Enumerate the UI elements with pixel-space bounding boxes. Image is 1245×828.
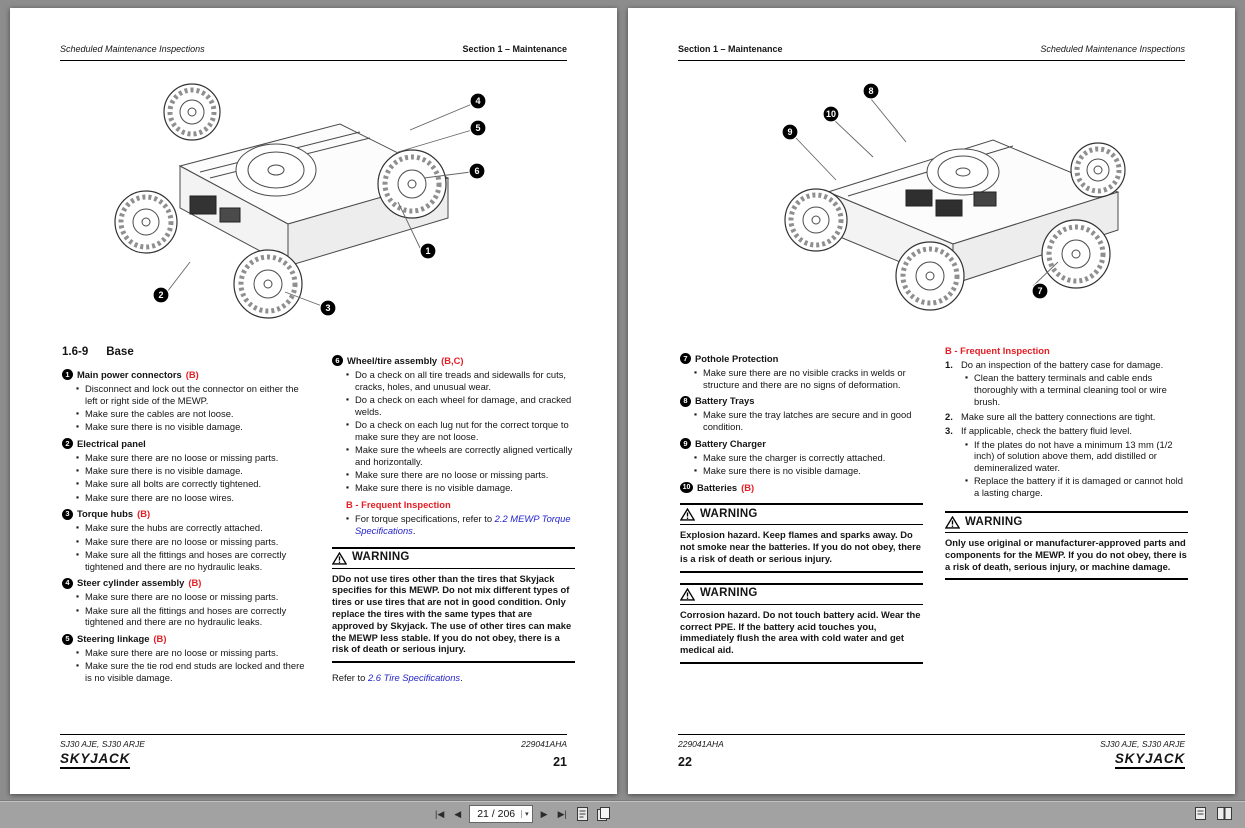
last-page-button[interactable] (556, 808, 569, 821)
inspection-item (62, 438, 305, 503)
bullet-item: ▪ Make sure the tie rod end studs are locked and there is no visible damage. (76, 660, 305, 684)
page-number: 21 (553, 754, 567, 769)
bullet-item: ▪ Make sure there is no visible damage. (346, 482, 575, 494)
item-number-badge: 1 (62, 369, 73, 380)
warning-title: WARNING (700, 508, 758, 521)
wheel (1042, 220, 1110, 288)
bullet-item: ▪ Make sure there is no visible damage. (76, 421, 305, 433)
wheel (378, 150, 446, 218)
inspection-code-tag: (B) (153, 633, 167, 645)
bullet-item: ▪ Make sure there are no visible cracks in welds or structure and there are no signs of deformation. (694, 367, 923, 391)
warning-box (332, 547, 575, 664)
bullet-item: ▪ If the plates do not have a minimum 13 mm (1/2 inch) of solution above them, add distilled or demineralized water. (965, 439, 1188, 474)
numbered-step (945, 359, 1188, 410)
bullet-item: ▪ Make sure there are no loose or missing parts. (76, 647, 305, 659)
wheel (164, 84, 220, 140)
item-title: Steering linkage (77, 633, 150, 645)
document-page-left (10, 8, 617, 794)
item-title: Steer cylinder assembly (77, 577, 185, 589)
bullet-item: ▪ Do a check on each wheel for damage, and cracked welds. (346, 394, 575, 418)
frequent-inspection-heading: B - Frequent Inspection (945, 345, 1050, 356)
warning-text: DDo not use tires other than the tires that Skyjack specifies for this MEWP. Do not mix different types of tires or use tires that are not in good condition. Only replace the tires with the same types that are approved by Skyjack. The use of other tires can make the MEWP less stable. If you do not obey, there is a risk of death or serious injury. (332, 569, 575, 664)
single-page-view-icon[interactable] (1194, 806, 1207, 821)
reference-line (332, 672, 575, 684)
callout-badge (469, 163, 485, 179)
bullet-item: ▪ Make sure the hubs are correctly attached. (76, 522, 305, 534)
bullet-item: ▪ Make sure all the fittings and hoses are correctly tightened and there are no hydraulic leaks. (76, 605, 305, 629)
footer-model: SJ30 AJE, SJ30 ARJE (60, 739, 145, 749)
callout-badge (153, 287, 169, 303)
svg-text:2: 2 (158, 290, 164, 300)
footer-model: SJ30 AJE, SJ30 ARJE (1100, 739, 1185, 749)
item-title: Pothole Protection (695, 353, 779, 364)
page-number: 22 (678, 754, 692, 769)
page-indicator-value: 21 / 206 (477, 808, 516, 820)
callout-badge (823, 106, 839, 122)
bullet-item: ▪ Make sure all the fittings and hoses are correctly tightened and there are no hydraulic leaks. (76, 549, 305, 573)
skyjack-logo: SKYJACK (60, 752, 130, 769)
bullet-item: ▪ Clean the battery terminals and cable ends thoroughly with a terminal cleaning tool or wire brush. (965, 372, 1188, 407)
section-title (62, 346, 134, 358)
bullet-text: For torque specifications, refer to (355, 513, 495, 525)
page-footer (678, 734, 1185, 769)
svg-text:10: 10 (825, 109, 837, 119)
bullet-item: ▪ Make sure there are no loose or missing parts. (76, 591, 305, 603)
column-left (680, 348, 923, 664)
inspection-item (62, 633, 305, 684)
bullet-text: . (412, 524, 416, 536)
warning-triangle-icon (332, 552, 347, 565)
bullet-item: ▪ Make sure the cables are not loose. (76, 408, 305, 420)
inspection-item (680, 482, 923, 494)
inspection-item (62, 577, 305, 628)
previous-page-button[interactable] (452, 808, 463, 821)
bullet-item: ▪ Do a check on all tire treads and sidewalls for cuts, cracks, holes, and unusual wear. (346, 369, 575, 393)
callout-badge (863, 83, 879, 99)
inspection-code-tag: (B) (185, 369, 199, 380)
item-number-badge: 9 (680, 438, 691, 449)
tire-specifications-link[interactable]: 2.6 Tire Specifications (367, 672, 461, 684)
warning-box (680, 583, 923, 664)
inspection-code-tag: (B) (188, 577, 202, 589)
inspection-item (62, 508, 305, 572)
bullet-item: ▪ Disconnect and lock out the connector on either the left or right side of the MEWP. (76, 383, 305, 407)
item-number-badge: 5 (62, 634, 73, 645)
inspection-code-tag: (B) (137, 508, 151, 520)
column-right (332, 350, 575, 684)
page-number-input[interactable] (469, 805, 532, 823)
item-number-badge: 8 (680, 396, 691, 407)
bullet-item: ▪ Make sure there are no loose or missing parts. (76, 452, 305, 464)
step-text: If applicable, check the battery fluid level. (961, 425, 1132, 437)
page-header (60, 44, 567, 61)
callout-badge (320, 300, 336, 316)
skyjack-logo: SKYJACK (1115, 752, 1185, 769)
item-title: Battery Trays (695, 395, 755, 407)
warning-triangle-icon (680, 508, 695, 521)
bullet-item: ▪ Make sure there is no visible damage. (694, 465, 923, 477)
item-number-badge: 10 (680, 482, 693, 493)
inspection-item (680, 438, 923, 477)
refer-text: Refer to (332, 672, 368, 684)
callout-badge (420, 243, 436, 259)
item-number-badge: 4 (62, 578, 73, 589)
facing-pages-view-icon[interactable] (1216, 806, 1233, 821)
step-text: Make sure all the battery connections are tight. (961, 411, 1156, 423)
footer-doc-code: 229041AHA (521, 739, 567, 749)
callout-badge (782, 124, 798, 140)
previous-page-icon: ◀ (454, 808, 462, 819)
column-left (62, 364, 305, 688)
svg-text:1: 1 (425, 246, 431, 256)
bullet-item: ▪ Make sure there are no loose wires. (76, 492, 305, 504)
bullet-item: ▪ Make sure all bolts are correctly tightened. (76, 478, 305, 490)
svg-text:9: 9 (787, 127, 793, 137)
item-title: Electrical panel (77, 437, 146, 449)
warning-title: WARNING (352, 551, 410, 564)
inspection-item (680, 395, 923, 432)
inspection-item (62, 369, 305, 433)
next-page-button[interactable] (539, 808, 550, 821)
footer-doc-code: 229041AHA (678, 739, 724, 749)
last-page-icon: ▶| (557, 808, 567, 819)
warning-title: WARNING (700, 587, 758, 600)
wheel (234, 250, 302, 318)
callout-badge (470, 93, 486, 109)
item-title: Wheel/tire assembly (347, 355, 438, 366)
warning-text: Corrosion hazard. Do not touch battery acid. Wear the correct PPE. If the battery acid touches you, immediately flush the area with cold water and get medical aid. (680, 605, 923, 664)
item-number-badge: 2 (62, 438, 73, 449)
warning-box (945, 511, 1188, 580)
item-number-badge: 7 (680, 353, 691, 364)
running-header-right: Scheduled Maintenance Inspections (1040, 44, 1185, 54)
step-text: Do an inspection of the battery case for damage. (961, 358, 1164, 370)
item-title: Torque hubs (77, 508, 134, 520)
item-title: Battery Charger (695, 437, 766, 449)
warning-text: Explosion hazard. Keep flames and sparks away. Do not smoke near the batteries. If you do not obey, there is a risk of death or serious injury. (680, 525, 923, 572)
numbered-step (945, 411, 1188, 423)
inspection-code-tag: (B,C) (441, 355, 464, 366)
warning-title: WARNING (965, 515, 1023, 528)
refer-text: . (460, 672, 463, 684)
first-page-button[interactable] (433, 808, 446, 821)
viewer-toolbar (0, 800, 1245, 828)
bullet-item: ▪ Make sure there are no loose or missing parts. (346, 469, 575, 481)
item-title: Batteries (697, 481, 738, 493)
bullet-item: ▪ Make sure there is no visible damage. (76, 465, 305, 477)
next-page-icon: ▶ (540, 808, 548, 819)
callout-badge (1032, 283, 1048, 299)
item-number-badge: 3 (62, 509, 73, 520)
svg-text:4: 4 (475, 96, 481, 106)
wheel (1071, 143, 1125, 197)
item-number-badge: 6 (332, 355, 343, 366)
fit-width-icon[interactable] (596, 806, 611, 822)
numbered-step (945, 425, 1188, 501)
base-diagram-left (80, 66, 530, 336)
base-diagram-right (758, 72, 1218, 337)
svg-text:5: 5 (475, 123, 481, 133)
bullet-item: ▪ Do a check on each lug nut for the correct torque to make sure they are not loose. (346, 419, 575, 443)
wheel (785, 189, 847, 251)
inspection-item (680, 353, 923, 390)
fit-page-icon[interactable] (575, 806, 590, 822)
running-header-right: Section 1 – Maintenance (462, 44, 567, 54)
warning-triangle-icon (680, 588, 695, 601)
wheel (115, 191, 177, 253)
warning-triangle-icon (945, 516, 960, 529)
inspection-item (332, 355, 575, 494)
section-name: Base (106, 346, 134, 358)
torque-specifications-link[interactable]: 2.2 MEWP Torque Specifications (355, 513, 571, 536)
bullet-item (346, 513, 575, 537)
svg-text:6: 6 (474, 166, 480, 176)
bullet-item: ▪ Make sure the charger is correctly attached. (694, 452, 923, 464)
section-number: 1.6-9 (62, 346, 89, 358)
dropdown-caret-icon[interactable]: ▾ (521, 810, 529, 818)
step-number: 2. (945, 411, 953, 423)
warning-box (680, 503, 923, 572)
bullet-item: ▪ Make sure the tray latches are secure and in good condition. (694, 409, 923, 433)
running-header-left: Section 1 – Maintenance (678, 44, 783, 54)
svg-text:7: 7 (1037, 286, 1043, 296)
item-title: Main power connectors (77, 369, 182, 380)
warning-text: Only use original or manufacturer-approved parts and components for the MEWP. If you do not obey, there is a risk of death, serious injury, or machine damage. (945, 533, 1188, 580)
page-footer (60, 734, 567, 769)
bullet-item: ▪ Make sure the wheels are correctly aligned vertically and horizontally. (346, 444, 575, 468)
frequent-inspection-heading: B - Frequent Inspection (346, 499, 451, 511)
bullet-item: ▪ Make sure there are no loose or missing parts. (76, 536, 305, 548)
column-right (945, 340, 1188, 580)
running-header-left: Scheduled Maintenance Inspections (60, 44, 205, 54)
step-number: 3. (945, 425, 953, 437)
callout-badge (470, 120, 486, 136)
page-header (678, 44, 1185, 61)
svg-text:3: 3 (325, 303, 331, 313)
step-number: 1. (945, 358, 953, 370)
first-page-icon: |◀ (435, 808, 445, 819)
svg-text:8: 8 (868, 86, 874, 96)
document-page-right (628, 8, 1235, 794)
inspection-code-tag: (B) (741, 481, 755, 493)
wheel (896, 242, 964, 310)
bullet-item: ▪ Replace the battery if it is damaged or cannot hold a lasting charge. (965, 475, 1188, 499)
